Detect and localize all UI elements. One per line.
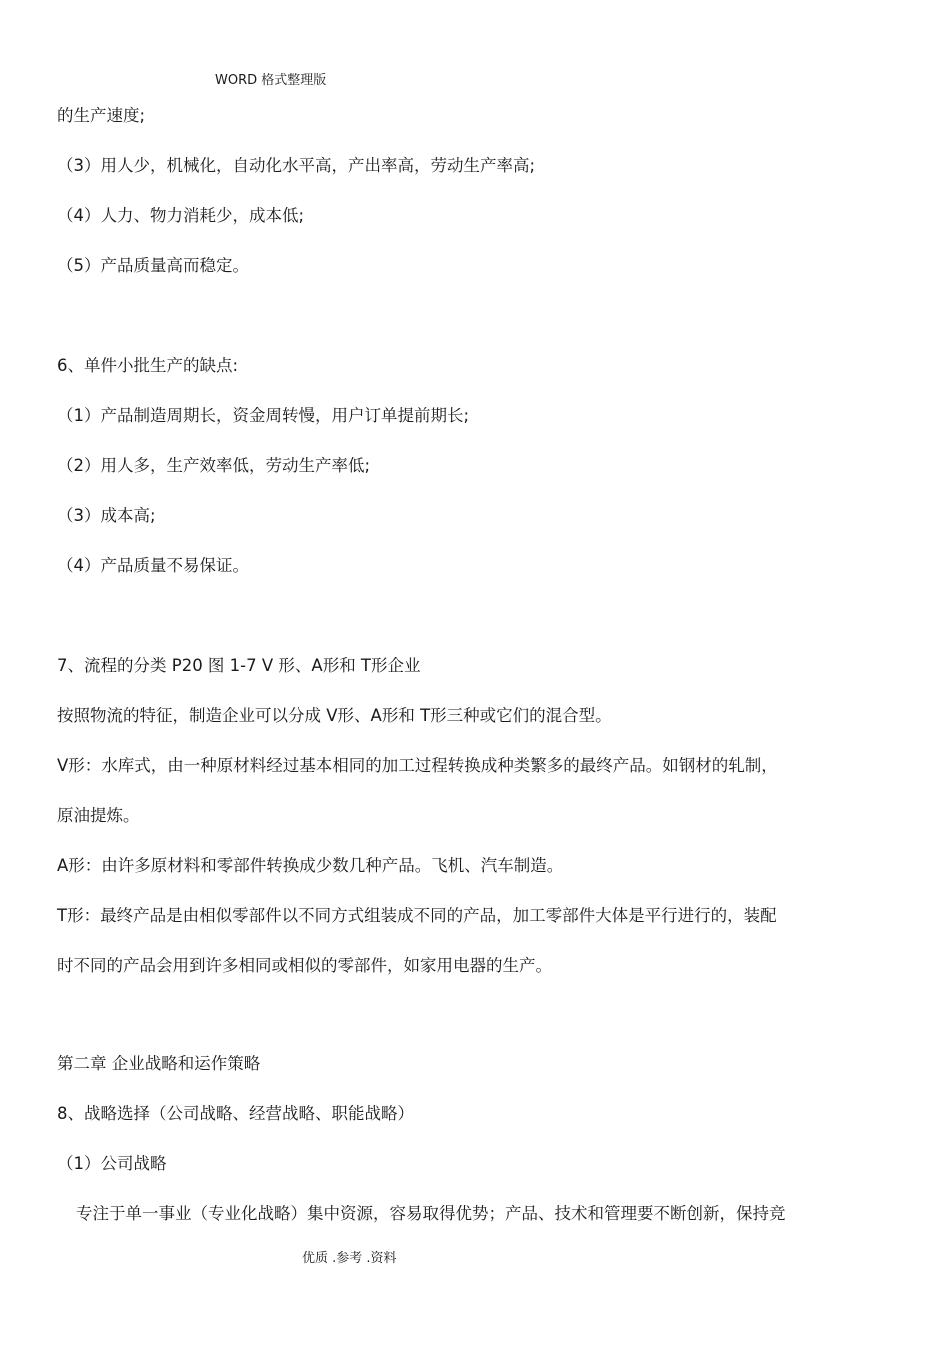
- list-item: （4）人力、物力消耗少，成本低;: [57, 206, 305, 225]
- list-item: （3）成本高;: [57, 506, 156, 525]
- list-item: （4）产品质量不易保证。: [57, 556, 249, 575]
- paragraph-line: V形：水库式，由一种原材料经过基本相同的加工过程转换成种类繁多的最终产品。如钢材的轧制，: [57, 756, 778, 775]
- paragraph-line: 专注于单一事业（专业化战略）集中资源，容易取得优势；产品、技术和管理要不断创新，保持竞: [76, 1204, 786, 1223]
- text-line: 的生产速度;: [57, 106, 146, 125]
- paragraph-line: 原油提炼。: [57, 806, 140, 825]
- paragraph-line: A形：由许多原材料和零部件转换成少数几种产品。飞机、汽车制造。: [57, 856, 564, 875]
- page-header: WORD 格式整理版: [215, 73, 327, 88]
- paragraph-line: 按照物流的特征，制造企业可以分成 V形、A形和 T形三种或它们的混合型。: [57, 706, 612, 725]
- paragraph-line: 时不同的产品会用到许多相同或相似的零部件，如家用电器的生产。: [57, 956, 552, 975]
- paragraph-line: T形：最终产品是由相似零部件以不同方式组装成不同的产品，加工零部件大体是平行进行的，装配: [57, 906, 777, 925]
- list-item: （3）用人少，机械化，自动化水平高，产出率高，劳动生产率高;: [57, 156, 536, 175]
- list-item: （2）用人多，生产效率低，劳动生产率低;: [57, 456, 371, 475]
- list-item: （1）公司战略: [57, 1154, 167, 1173]
- list-item: （5）产品质量高而稳定。: [57, 256, 249, 275]
- section-heading: 7、流程的分类 P20 图 1-7 V 形、A形和 T形企业: [57, 656, 421, 675]
- chapter-heading: 第二章 企业战略和运作策略: [57, 1054, 261, 1073]
- page-footer: 优质 .参考 .资料: [302, 1251, 397, 1266]
- section-heading: 8、战略选择（公司战略、经营战略、职能战略）: [57, 1104, 414, 1123]
- list-item: （1）产品制造周期长，资金周转慢，用户订单提前期长;: [57, 406, 470, 425]
- section-heading: 6、单件小批生产的缺点:: [57, 356, 239, 375]
